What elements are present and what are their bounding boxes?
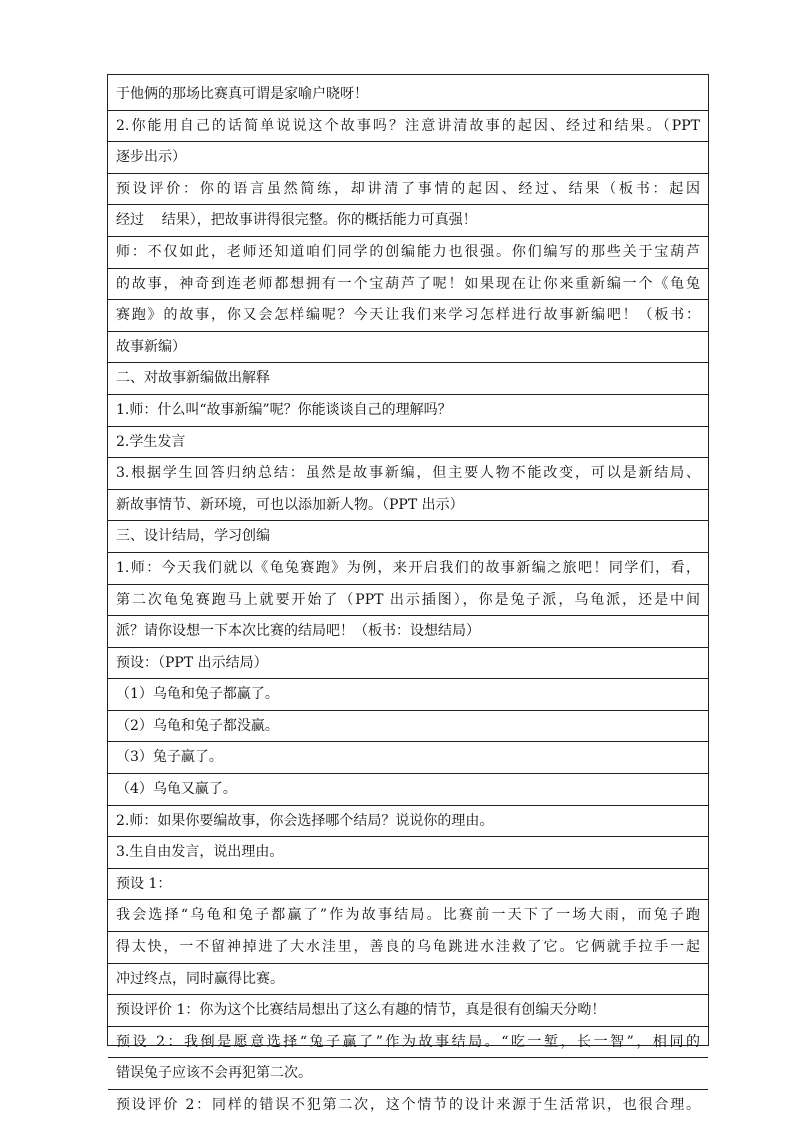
text-line: 第二次龟兔赛跑马上就要开始了（PPT 出示插图），你是兔子派，乌龟派，还是中间	[108, 585, 708, 617]
section-heading: 三、设计结局，学习创编	[108, 521, 708, 553]
text-line: 2.你能用自己的话简单说说这个故事吗？注意讲清故事的起因、经过和结果。（PPT	[108, 111, 708, 143]
table-body	[108, 79, 708, 1122]
text-line: （2）乌龟和兔子都没赢。	[108, 711, 708, 743]
text-line: 赛跑》的故事，你又会怎样编呢？今天让我们来学习怎样进行故事新编吧！（板书：	[108, 300, 708, 332]
text-line: 经过 结果），把故事讲得很完整。你的概括能力可真强！	[108, 205, 708, 237]
text-line: 2.学生发言	[108, 427, 708, 459]
text-line: （1）乌龟和兔子都赢了。	[108, 679, 708, 711]
text-line: 预设评价：你的语言虽然简练，却讲清了事情的起因、经过、结果（板书：起因	[108, 174, 708, 206]
text-line: 预设评价 2：同样的错误不犯第二次，这个情节的设计来源于生活常识，也很合理。	[116, 1097, 700, 1113]
text-line: 预设 1：	[108, 869, 708, 901]
text-line: 1.师：今天我们就以《龟兔赛跑》为例，来开启我们的故事新编之旅吧！同学们，看，	[108, 553, 708, 585]
text-line: 预设 2：我倒是愿意选择“兔子赢了”作为故事结局。“吃一堑，长一智”，相同的	[108, 1027, 708, 1059]
text-line: 得太快，一不留神掉进了大水洼里，善良的乌龟跳进水洼救了它。它俩就手拉手一起	[108, 932, 708, 964]
text-line: 我会选择“乌龟和兔子都赢了”作为故事结局。比赛前一天下了一场大雨，而兔子跑	[108, 900, 708, 932]
lesson-plan-table	[107, 74, 709, 1113]
text-line: 2.师：如果你要编故事，你会选择哪个结局？说说你的理由。	[108, 806, 708, 838]
text-line: 预设：（PPT 出示结局）	[108, 648, 708, 680]
text-line: （3）兔子赢了。	[108, 742, 708, 774]
text-line: 错误兔子应该不会再犯第二次。	[108, 1058, 708, 1090]
text-line: 3.生自由发言，说出理由。	[108, 837, 708, 869]
text-line: 预设评价 1：你为这个比赛结局想出了这么有趣的情节，真是很有创编天分呦！	[108, 995, 708, 1027]
text-line: 的故事，神奇到连老师都想拥有一个宝葫芦了呢！如果现在让你来重新编一个《龟兔	[108, 269, 708, 301]
text-line: 师：不仅如此，老师还知道咱们同学的创编能力也很强。你们编写的那些关于宝葫芦	[108, 237, 708, 269]
text-line: 逐步出示）	[108, 142, 708, 174]
text-line: 派？请你设想一下本次比赛的结局吧！（板书：设想结局）	[108, 616, 708, 648]
text-line: 冲过终点，同时赢得比赛。	[108, 964, 708, 996]
section-heading: 二、对故事新编做出解释	[108, 363, 708, 395]
text-line: 于他俩的那场比赛真可谓是家喻户晓呀！	[108, 79, 708, 111]
text-line: 新故事情节、新环境，可也以添加新人物。（PPT 出示）	[108, 490, 708, 522]
text-line: 故事新编）	[108, 332, 708, 364]
text-line: （4）乌龟又赢了。	[108, 774, 708, 806]
text-line: 3.根据学生回答归纳总结：虽然是故事新编，但主要人物不能改变，可以是新结局、	[108, 458, 708, 490]
text-line: 1.师：什么叫“故事新编”呢？你能谈谈自己的理解吗？	[108, 395, 708, 427]
